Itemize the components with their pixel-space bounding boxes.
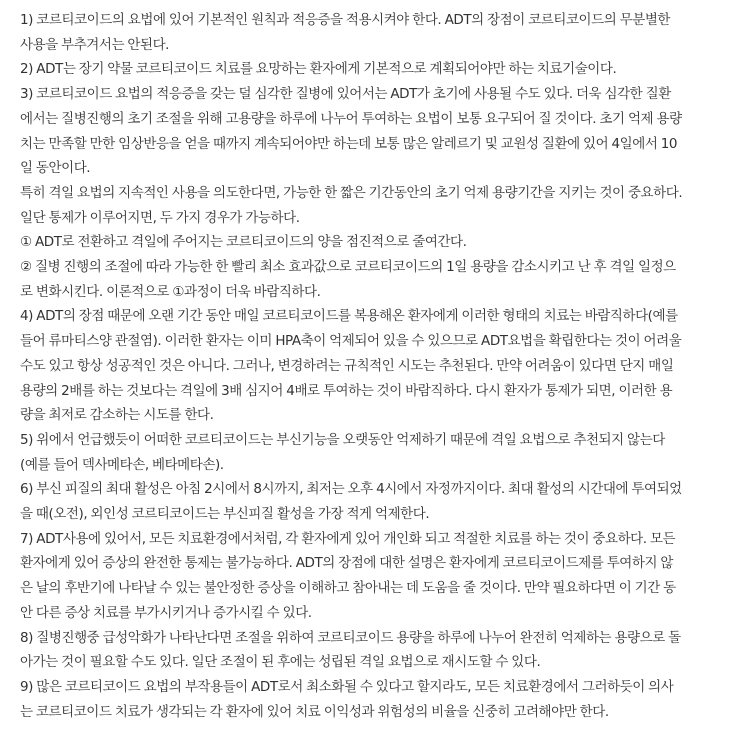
- text-line: 치는 만족할 만한 임상반응을 얻을 때까지 계속되어야만 하는데 보통 많은 알레르기 및 교원성 질환에 있어 4일에서 10: [20, 135, 678, 152]
- text-line: 일 동안이다.: [20, 160, 91, 177]
- text-line: (예를 들어 덱사메타손, 베타메타손).: [20, 456, 224, 473]
- text-line: ① ADT로 전환하고 격일에 주어지는 코르티코이드의 양을 점진적으로 줄여간다.: [20, 234, 467, 251]
- text-line: 용량의 2배를 하는 것보다는 격일에 3배 심지어 4배로 투여하는 것이 바람직하다. 다시 환자가 통제가 되면, 이러한 용: [20, 382, 673, 399]
- text-line: 을 때(오전), 외인성 코르티코이드는 부신피질 활성을 가장 적게 억제한다.: [20, 506, 430, 523]
- text-line: 사용을 부추겨서는 안된다.: [20, 36, 170, 53]
- text-line: 은 날의 후반기에 나타날 수 있는 불안정한 증상을 이해하고 참아내는 데 도움을 줄 것이다. 만약 필요하다면 이 기간 동: [20, 580, 676, 597]
- text-line: 로 변화시킨다. 이론적으로 ①과정이 더욱 바람직하다.: [20, 283, 321, 300]
- text-line: 1) 코르티코이드의 요법에 있어 기본적인 원칙과 적응증을 적용시켜야 한다. ADT의 장점이 코르티코이드의 무분별한: [20, 12, 671, 28]
- text-line: 일단 통제가 이루어지면, 두 가지 경우가 가능하다.: [20, 209, 300, 226]
- text-line: 3) 코르티코이드 요법의 적응증을 갖는 덜 심각한 질병에 있어서는 ADT가 초기에 사용될 수도 있다. 더욱 심각한 질환: [20, 86, 671, 103]
- text-line: 들어 류마티스양 관절염). 이러한 환자는 이미 HPA축이 억제되어 있을 수 있으므로 ADT요법을 확립한다는 것이 어려울: [20, 333, 682, 350]
- text-line: 8) 질병진행중 급성악화가 나타난다면 조절을 위하여 코르티코이드 용량을 하루에 나누어 완전히 억제하는 용량으로 돌: [20, 629, 681, 646]
- text-line: 2) ADT는 장기 약물 코르티코이드 치료를 요망하는 환자에게 기본적으로 계획되어야만 하는 치료기술이다.: [20, 61, 617, 78]
- text-line: 5) 위에서 언급했듯이 어떠한 코르티코이드는 부신기능을 오랫동안 억제하기 때문에 격일 요법으로 추천되지 않는다: [20, 431, 665, 448]
- text-line: 수도 있고 항상 성공적인 것은 아니다. 그러나, 변경하려는 규칙적인 시도는 추천된다. 만약 어려움이 있다면 단지 매일: [20, 357, 674, 374]
- text-line: 환자에게 있어 증상의 완전한 통제는 불가능하다. ADT의 장점에 대한 설명은 환자에게 코르티코이드제를 투여하지 않: [20, 555, 673, 572]
- text-line: 에서는 질병진행의 초기 조절을 위해 고용량을 하루에 나누어 투여하는 요법이 보통 요구되어 질 것이다. 초기 억제 용량: [20, 110, 682, 127]
- text-line: 량을 최저로 감소하는 시도를 한다.: [20, 407, 214, 424]
- text-line: 특히 격일 요법의 지속적인 사용을 의도한다면, 가능한 한 짧은 기간동안의 초기 억제 용량기간을 지키는 것이 중요하다.: [20, 184, 683, 201]
- text-line: ② 질병 진행의 조절에 따라 가능한 한 빨리 최소 효과값으로 코르티코이드의 1일 용량을 감소시키고 난 후 격일 일정으: [20, 259, 676, 276]
- text-line: 는 코르티코이드 치료가 생각되는 각 환자에 있어 치료 이익성과 위험성의 비율을 신중히 고려해야만 한다.: [20, 703, 609, 720]
- text-line: 9) 많은 코르티코이드 요법의 부작용들이 ADT로서 최소화될 수 있다고 할지라도, 모든 치료환경에서 그러하듯이 의사: [20, 678, 674, 695]
- text-line: 4) ADT의 장점 때문에 오랜 기간 동안 매일 코르티코이드를 복용해온 환자에게 이러한 형태의 치료는 바람직하다(예를: [20, 308, 678, 325]
- text-line: 안 다른 증상 치료를 부가시키거나 증가시킬 수 있다.: [20, 604, 312, 621]
- text-line: 6) 부신 피질의 최대 활성은 아침 2시에서 8시까지, 최저는 오후 4시에서 자정까지이다. 최대 활성의 시간대에 투여되었: [20, 481, 682, 498]
- text-line: 아가는 것이 필요할 수도 있다. 일단 조절이 된 후에는 성립된 격일 요법으로 재시도할 수 있다.: [20, 654, 541, 671]
- text-line: 7) ADT사용에 있어서, 모든 치료환경에서처럼, 각 환자에게 있어 개인화 되고 적절한 치료를 하는 것이 중요하다. 모든: [20, 530, 676, 547]
